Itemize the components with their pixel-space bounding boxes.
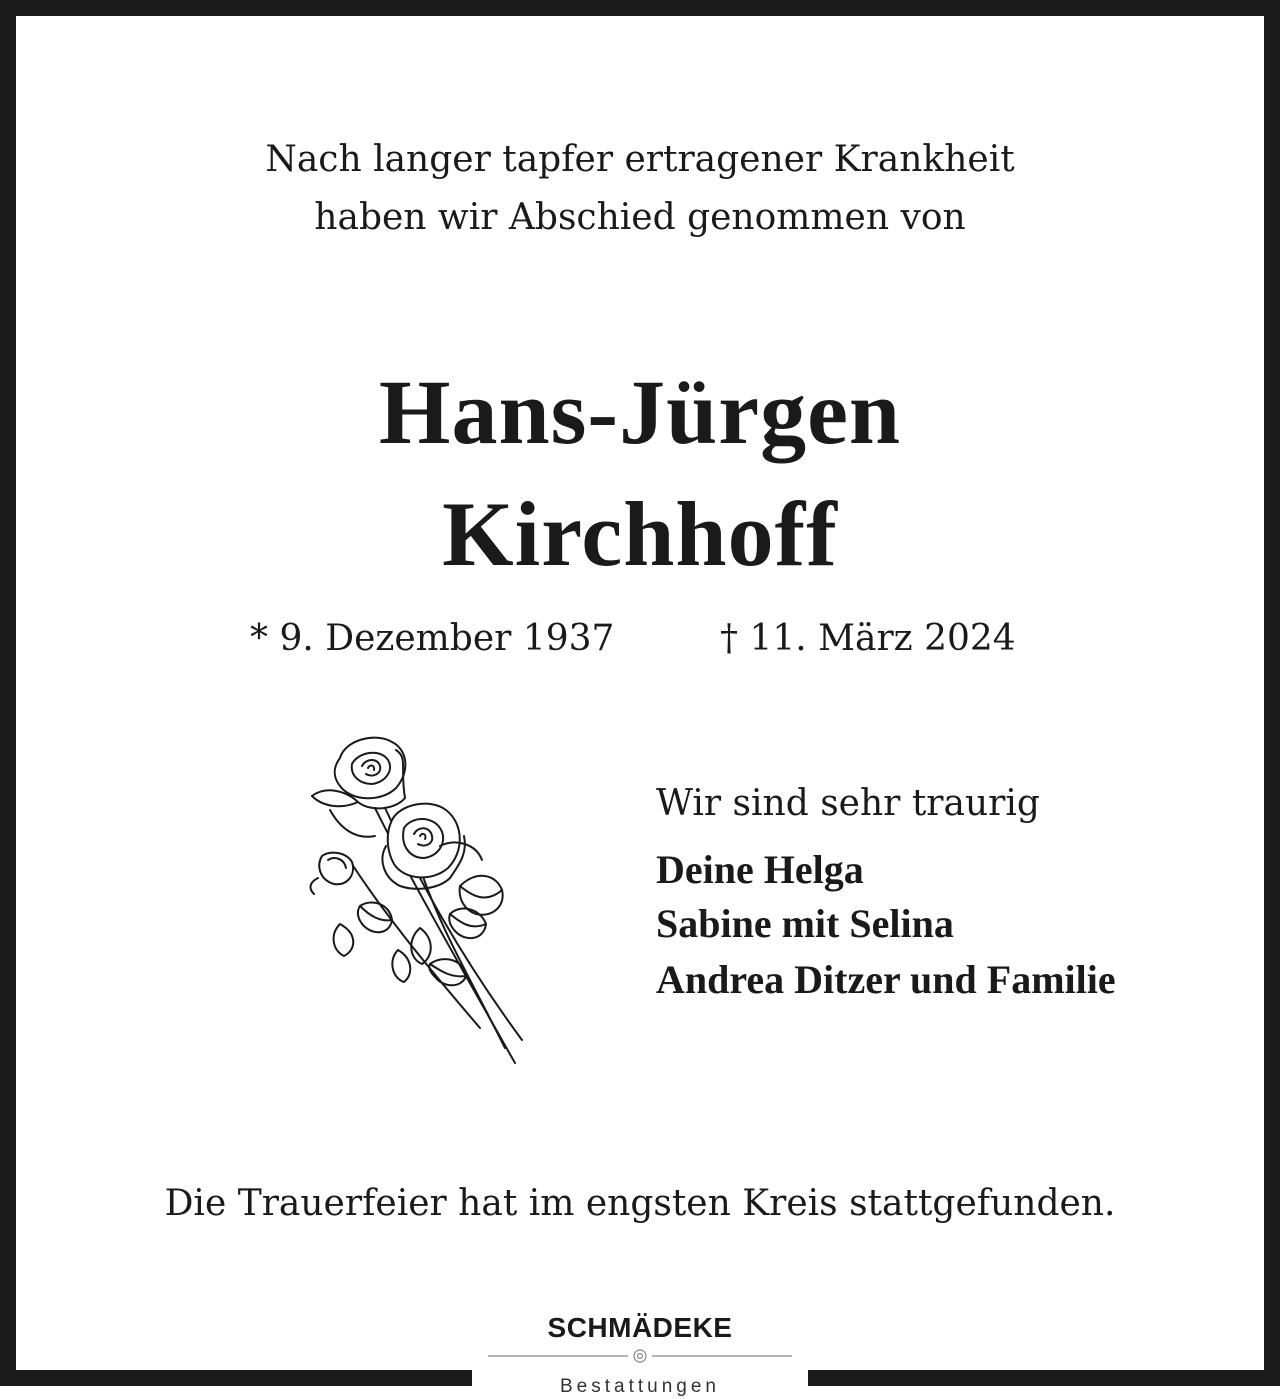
mourner-name: Sabine mit Selina [656, 901, 954, 946]
intro-line-1: Nach langer tapfer ertragener Krankheit [265, 139, 1015, 180]
deceased-first-name: Hans-Jürgen [378, 361, 902, 463]
funeral-home-subtitle: Bestattungen [560, 1376, 720, 1397]
death-date: † 11. März 2024 [720, 618, 1016, 659]
funeral-home-logo-ornament [488, 1346, 792, 1366]
mourner-name: Andrea Ditzer und Familie [656, 957, 1116, 1002]
deceased-last-name: Kirchhoff [442, 483, 838, 585]
birth-date: * 9. Dezember 1937 [250, 618, 615, 659]
funeral-home-name: SCHMÄDEKE [547, 1312, 733, 1343]
border-bottom-left [0, 1370, 472, 1386]
border-bottom-right [808, 1370, 1280, 1386]
rose-illustration [300, 728, 540, 1073]
mourners-intro: Wir sind sehr traurig [656, 783, 1040, 824]
ceremony-note: Die Trauerfeier hat im engsten Kreis stattgefunden. [164, 1183, 1116, 1224]
mourner-name: Deine Helga [656, 847, 864, 892]
intro-line-2: haben wir Abschied genommen von [314, 197, 966, 238]
border-top [0, 0, 1280, 16]
